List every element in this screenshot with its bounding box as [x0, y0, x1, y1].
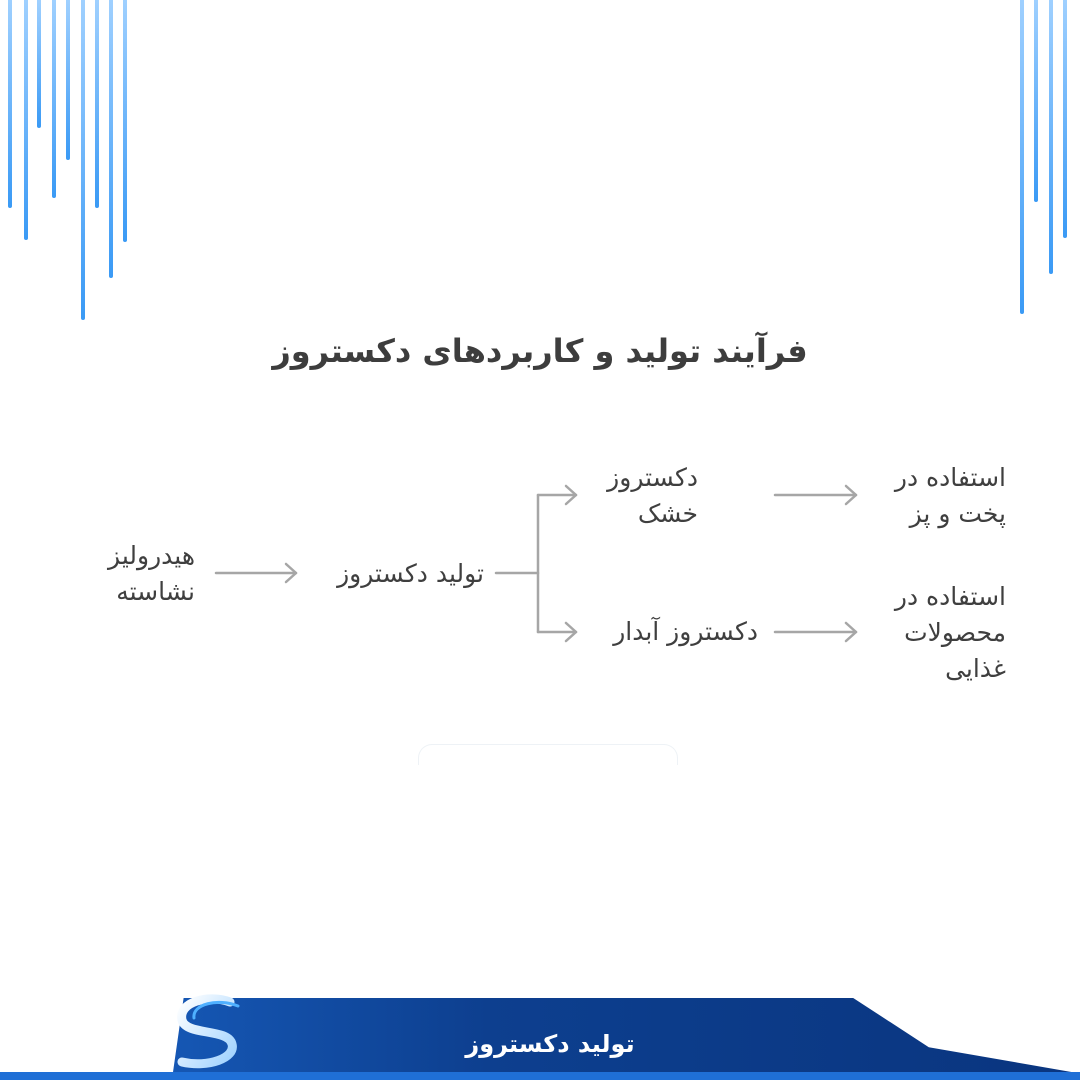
- decorative-line: [1049, 0, 1053, 274]
- arrowhead: [566, 623, 576, 641]
- decorative-line: [123, 0, 127, 242]
- decorative-line: [1020, 0, 1024, 314]
- decorative-line: [1034, 0, 1038, 202]
- decorative-line: [24, 0, 28, 240]
- node-dextrose-production: تولید دکستروز: [337, 559, 484, 588]
- footer-stripe: [0, 1072, 1080, 1080]
- arrowhead: [286, 564, 296, 582]
- arrowhead: [846, 623, 856, 641]
- arrowhead: [846, 486, 856, 504]
- s-wave-logo-icon: [168, 992, 258, 1072]
- decorative-line: [52, 0, 56, 198]
- decorative-line: [1063, 0, 1067, 238]
- decorative-line: [66, 0, 70, 160]
- decorative-line: [37, 0, 41, 128]
- footer-banner: [0, 990, 1080, 1080]
- footer-label: تولید دکستروز: [465, 1030, 635, 1058]
- decorative-line: [8, 0, 12, 208]
- decorative-lines-right: [1020, 0, 1080, 330]
- decorative-line: [81, 0, 85, 320]
- arrowhead: [566, 486, 576, 504]
- node-dry-dextrose: دکستروز خشک: [607, 463, 698, 528]
- node-hydrated-dextrose: دکستروز آبدار: [613, 617, 758, 646]
- decorative-line: [109, 0, 113, 278]
- node-use-baking: استفاده در پخت و پز: [894, 463, 1006, 528]
- faint-panel-outline: [418, 744, 678, 765]
- decorative-line: [95, 0, 99, 208]
- diagram-title: فرآیند تولید و کاربردهای دکستروز: [272, 332, 808, 370]
- node-use-food: استفاده در محصولات غذایی: [894, 582, 1006, 683]
- node-starch-hydrolysis: هیدرولیز نشاسته: [108, 541, 195, 606]
- decorative-lines-left: [0, 0, 140, 330]
